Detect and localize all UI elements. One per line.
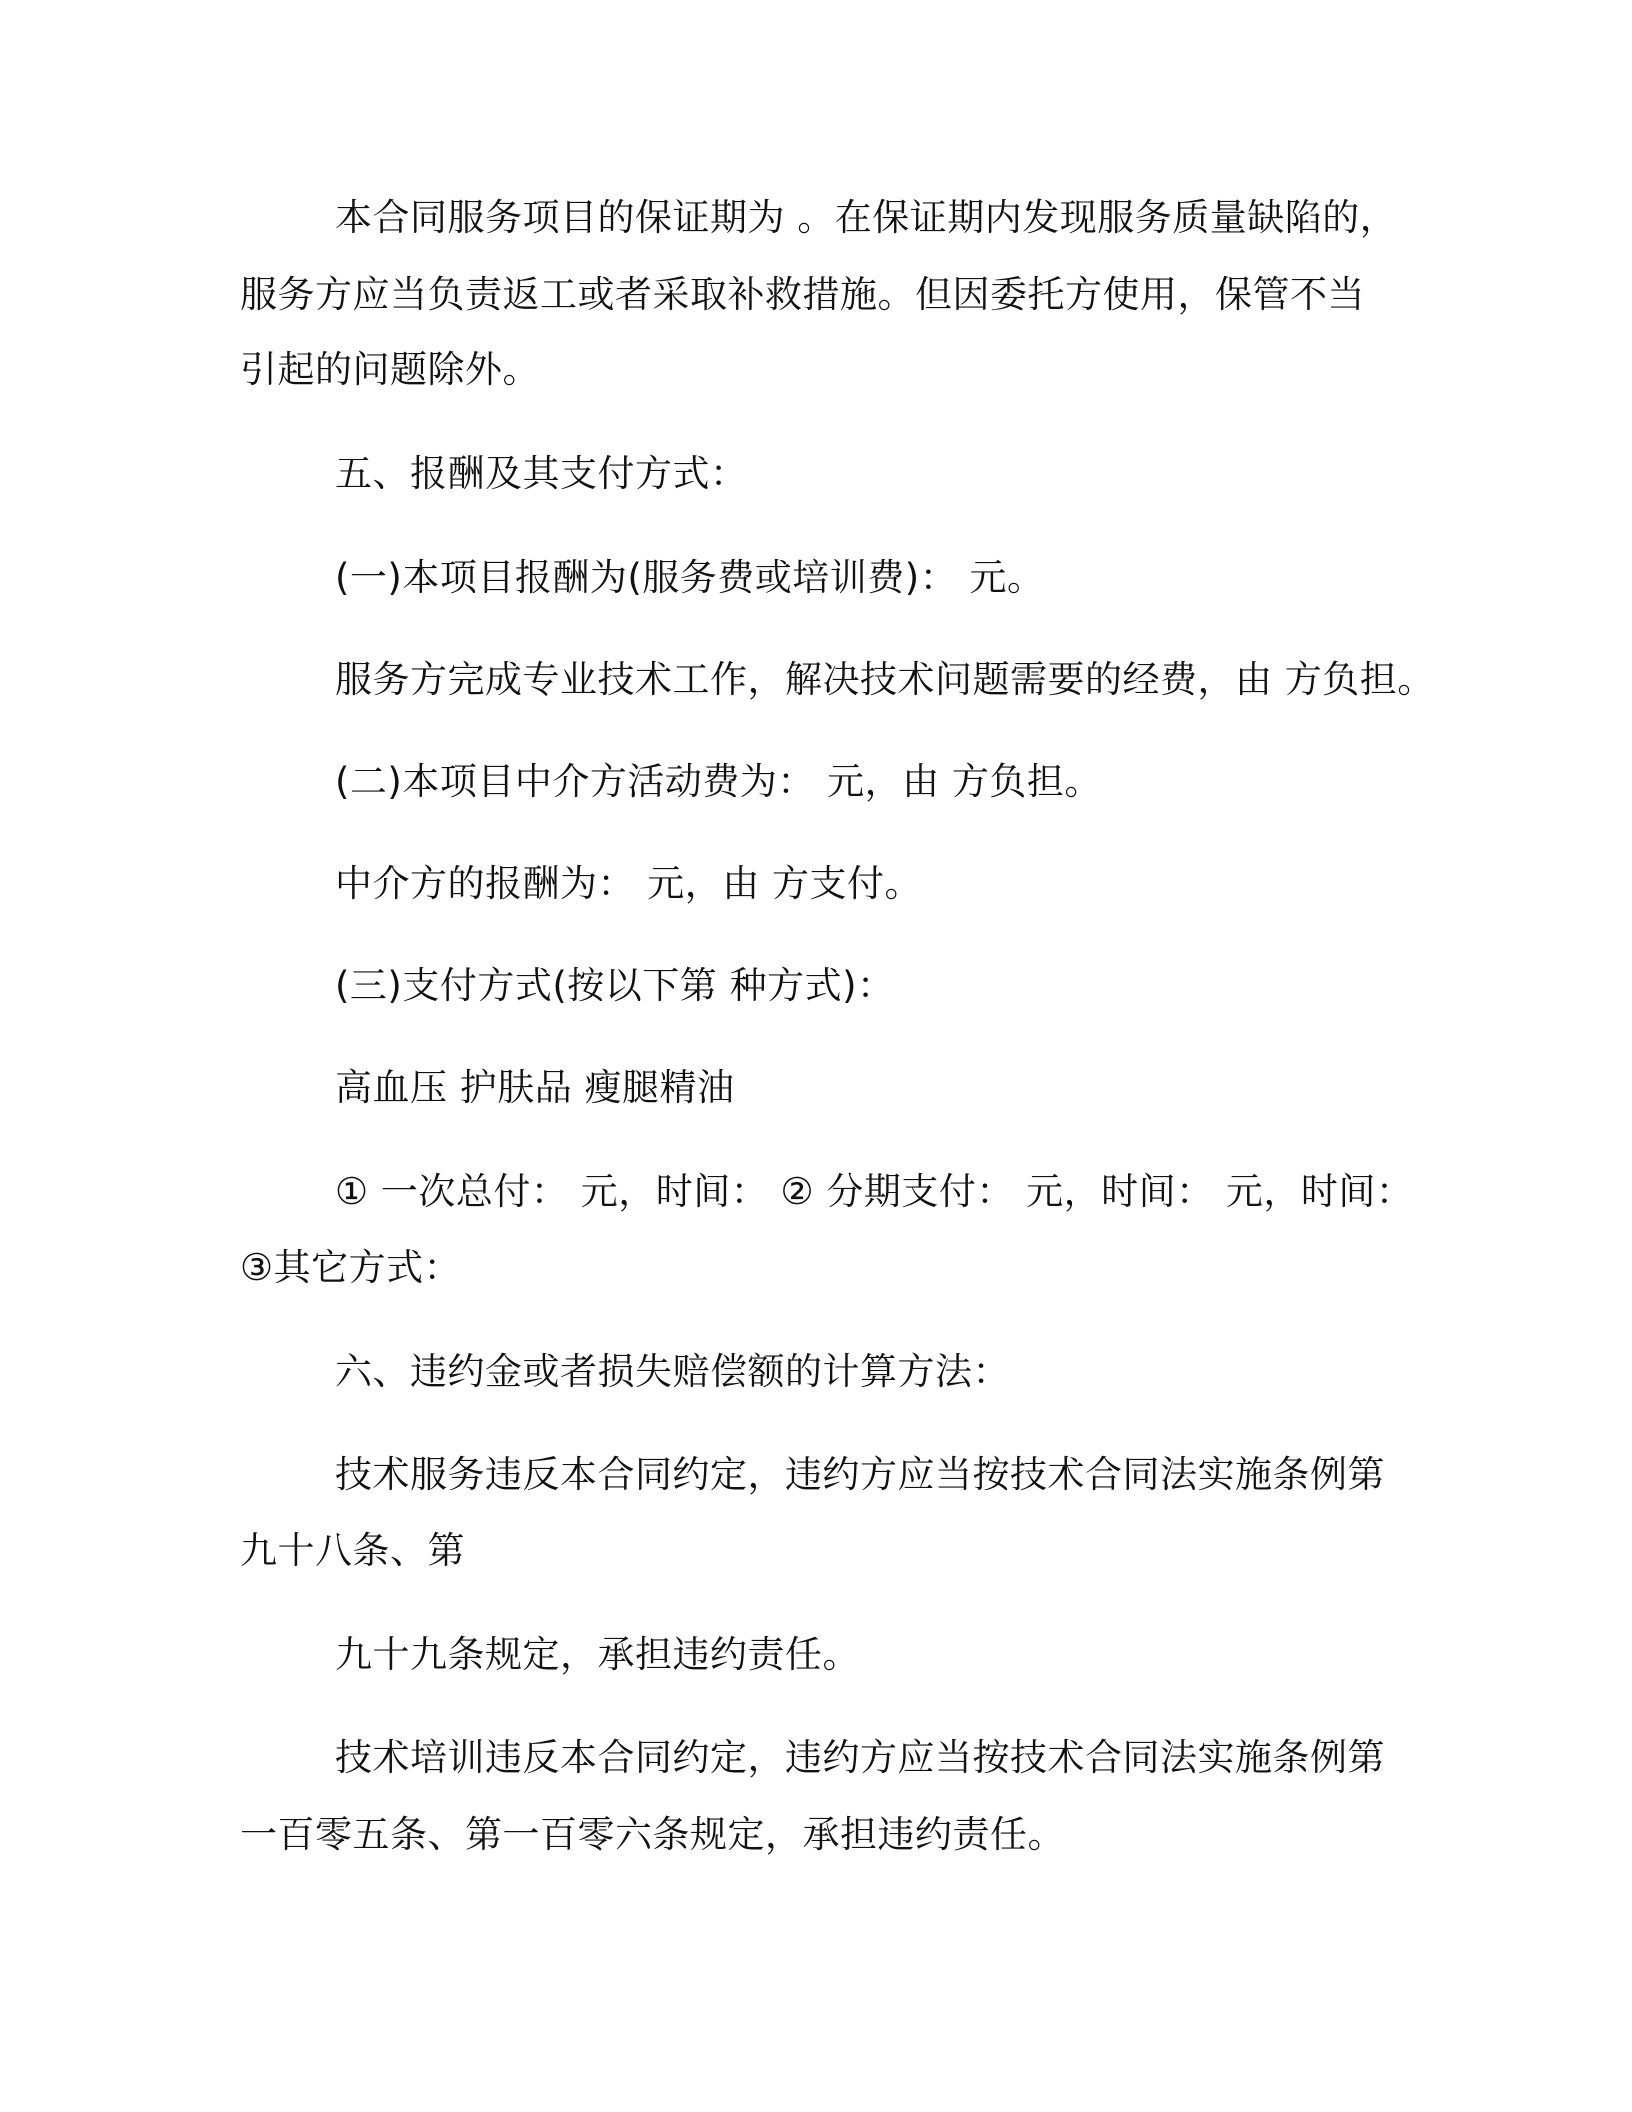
text-line: (二)本项目中介方活动费为： 元，由 方负担。 [335,760,1102,803]
text-line: (三)支付方式(按以下第 种方式)： [335,964,895,1007]
text-line: (一)本项目报酬为(服务费或培训费)： 元。 [335,556,1045,599]
section-heading: 五、报酬及其支付方式： [335,452,748,495]
text-line: 服务方应当负责返工或者采取补救措施。但因委托方使用，保管不当 [240,273,1365,316]
text-line: ③其它方式： [240,1246,462,1289]
text-line: 服务方完成专业技术工作，解决技术问题需要的经费，由 方负担。 [335,658,1435,701]
text-line: 一百零五条、第一百零六条规定，承担违约责任。 [240,1813,1065,1856]
text-line: 高血压 护肤品 瘦腿精油 [335,1066,735,1109]
text-line: 九十八条、第 [240,1529,465,1572]
text-line: ① 一次总付： 元，时间： ② 分期支付： 元，时间： 元，时间： [335,1170,1414,1213]
text-line: 本合同服务项目的保证期为 。在保证期内发现服务质量缺陷的， [335,196,1398,239]
text-line: 中介方的报酬为： 元，由 方支付。 [335,862,923,905]
text-line: 九十九条规定，承担违约责任。 [335,1633,860,1676]
text-line: 技术培训违反本合同约定，违约方应当按技术合同法实施条例第 [335,1736,1385,1779]
text-line: 技术服务违反本合同约定，违约方应当按技术合同法实施条例第 [335,1453,1385,1496]
section-heading: 六、违约金或者损失赔偿额的计算方法： [335,1350,1010,1393]
text-line: 引起的问题除外。 [240,348,540,391]
